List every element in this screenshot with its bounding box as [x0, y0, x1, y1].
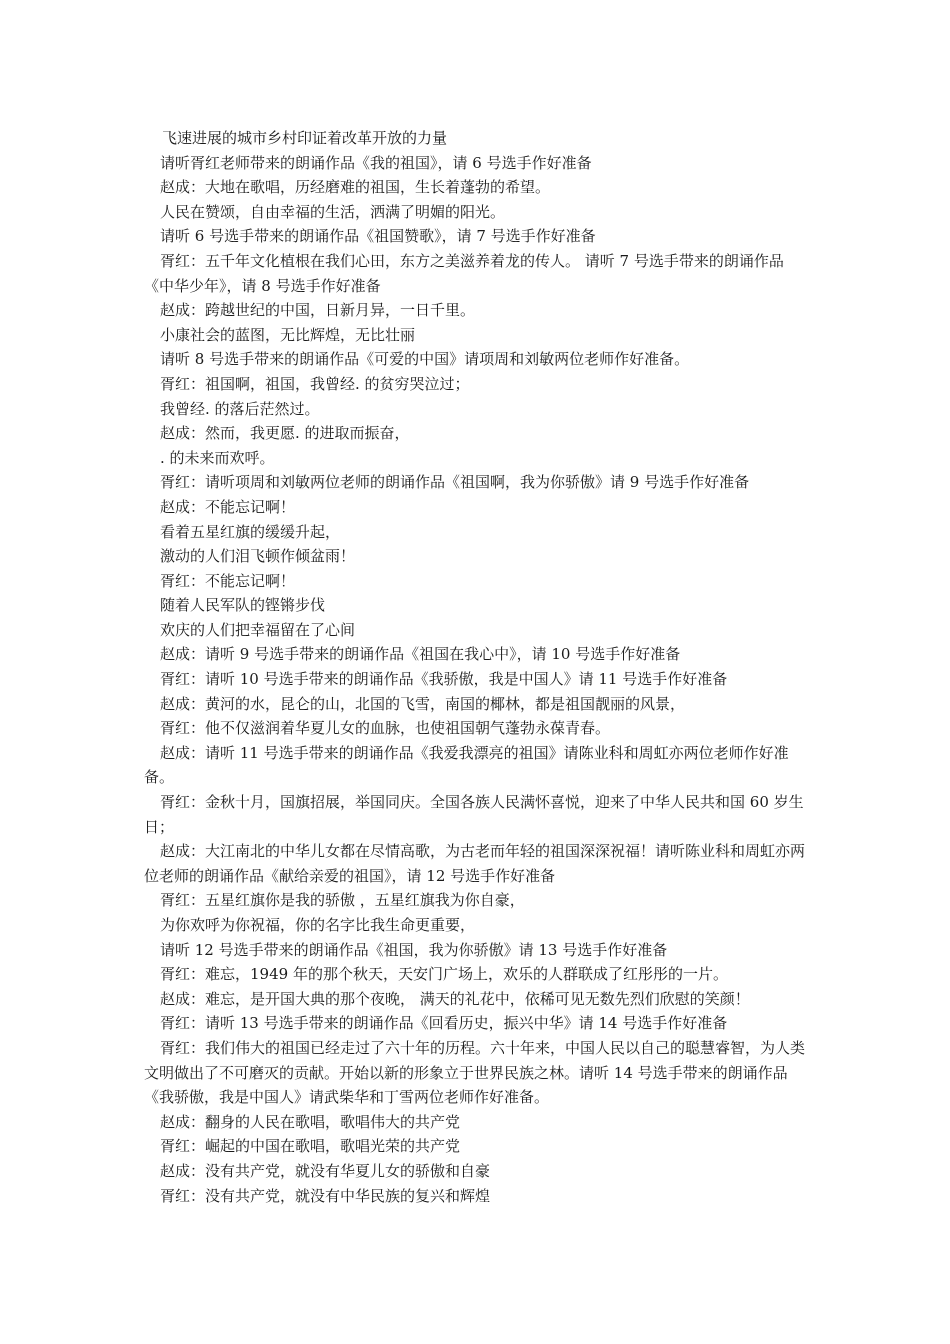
paragraph-line: 激动的人们泪飞顿作倾盆雨！	[160, 547, 356, 566]
paragraph-line: 飞速进展的城市乡村印证着改革开放的力量	[162, 129, 448, 147]
paragraph-line: 赵成：请听 9 号选手带来的朗诵作品《祖国在我心中》，请 10 号选手作好准备	[160, 645, 681, 664]
paragraph-line: 胥红：请听项周和刘敏两位老师的朗诵作品《祖国啊，我为你骄傲》请 9 号选手作好准备	[160, 473, 750, 492]
paragraph-line: 胥红：五千年文化植根在我们心田，东方之美滋养着龙的传人。 请听 7 号选手带来的朗诵作品《中华少年》，请 8 号选手作好准备	[144, 251, 784, 295]
paragraph-line: 胥红：不能忘记啊！	[160, 571, 296, 590]
paragraph-line: . 的未来而欢呼。	[160, 448, 275, 467]
paragraph-line: 胥红：没有共产党，就没有中华民族的复兴和辉煌	[160, 1186, 491, 1205]
paragraph-line: 胥红：请听 10 号选手带来的朗诵作品《我骄傲，我是中国人》请 11 号选手作好准备	[160, 670, 728, 689]
paragraph-line: 胥红：金秋十月，国旗招展，举国同庆。全国各族人民满怀喜悦，迎来了中华人民共和国 60 岁生日；	[144, 793, 804, 836]
paragraph-line: 人民在赞颂，自由幸福的生活，洒满了明媚的阳光。	[160, 202, 506, 221]
paragraph-line: 赵成：大江南北的中华儿女都在尽情高歌，为古老而年轻的祖国深深祝福！请听陈业科和周虹亦两位老师的朗诵作品《献给亲爱的祖国》，请 12 号选手作好准备	[144, 842, 806, 885]
paragraph-line: 小康社会的蓝图，无比辉煌，无比壮丽	[160, 325, 416, 344]
paragraph-line: 请听胥红老师带来的朗诵作品《我的祖国》，请 6 号选手作好准备	[160, 153, 592, 172]
paragraph-line: 胥红：难忘，1949 年的那个秋天，天安门广场上，欢乐的人群联成了红彤彤的一片。	[160, 965, 728, 984]
paragraph-line: 赵成：难忘，是开国大典的那个夜晚， 满天的礼花中，依稀可见无数先烈们欣慰的笑颜！	[160, 989, 750, 1008]
paragraph-line: 请听 12 号选手带来的朗诵作品《祖国，我为你骄傲》请 13 号选手作好准备	[160, 940, 668, 959]
paragraph-line: 欢庆的人们把幸福留在了心间	[160, 620, 356, 639]
paragraph-line: 赵成：不能忘记啊！	[160, 497, 296, 516]
paragraph-line: 胥红：崛起的中国在歌唱，歌唱光荣的共产党	[160, 1137, 461, 1156]
paragraph-line: 赵成：跨越世纪的中国，日新月异，一日千里。	[160, 301, 476, 320]
paragraph-line: 请听 8 号选手带来的朗诵作品《可爱的中国》请项周和刘敏两位老师作好准备。	[160, 350, 690, 369]
paragraph-line: 请听 6 号选手带来的朗诵作品《祖国赞歌》，请 7 号选手作好准备	[160, 227, 596, 246]
paragraph-line: 赵成：翻身的人民在歌唱，歌唱伟大的共产党	[160, 1112, 461, 1131]
paragraph-line: 胥红：我们伟大的祖国已经走过了六十年的历程。六十年来，中国人民以自己的聪慧睿智，为人类文明做出了不可磨灭的贡献。开始以新的形象立于世界民族之林。请听 14 号选手带来的朗诵作品《我骄傲，我是中国人》请武柴华和丁雪两位老师作好准备。	[144, 1038, 806, 1107]
paragraph-line: 赵成：然而，我更愿. 的进取而振奋，	[160, 424, 410, 443]
paragraph-line: 赵成：黄河的水，昆仑的山，北国的飞雪，南国的椰林，都是祖国靓丽的风景，	[160, 694, 686, 713]
paragraph-line: 胥红：他不仅滋润着华夏儿女的血脉，也使祖国朝气蓬勃永葆青春。	[160, 719, 611, 738]
paragraph-line: 看着五星红旗的缓缓升起，	[160, 522, 341, 541]
paragraph-line: 为你欢呼为你祝福，你的名字比我生命更重要，	[160, 916, 476, 934]
paragraph-line: 胥红：请听 13 号选手带来的朗诵作品《回看历史，振兴中华》请 14 号选手作好准备	[160, 1014, 728, 1033]
paragraph-line: 我曾经. 的落后茫然过。	[160, 399, 320, 418]
paragraph-line: 赵成：没有共产党，就没有华夏儿女的骄傲和自豪	[160, 1161, 491, 1180]
document-body	[144, 126, 809, 1208]
paragraph-line: 随着人民军队的铿锵步伐	[160, 596, 326, 615]
paragraph-line: 赵成：请听 11 号选手带来的朗诵作品《我爱我漂亮的祖国》请陈业科和周虹亦两位老师作好准备。	[144, 743, 789, 787]
paragraph-line: 胥红：五星红旗你是我的骄傲 ，五星红旗我为你自豪，	[160, 891, 525, 910]
paragraph-line: 胥红：祖国啊，祖国，我曾经. 的贫穷哭泣过；	[160, 374, 470, 393]
paragraph-line: 赵成：大地在歌唱，历经磨难的祖国，生长着蓬勃的希望。	[160, 178, 551, 197]
